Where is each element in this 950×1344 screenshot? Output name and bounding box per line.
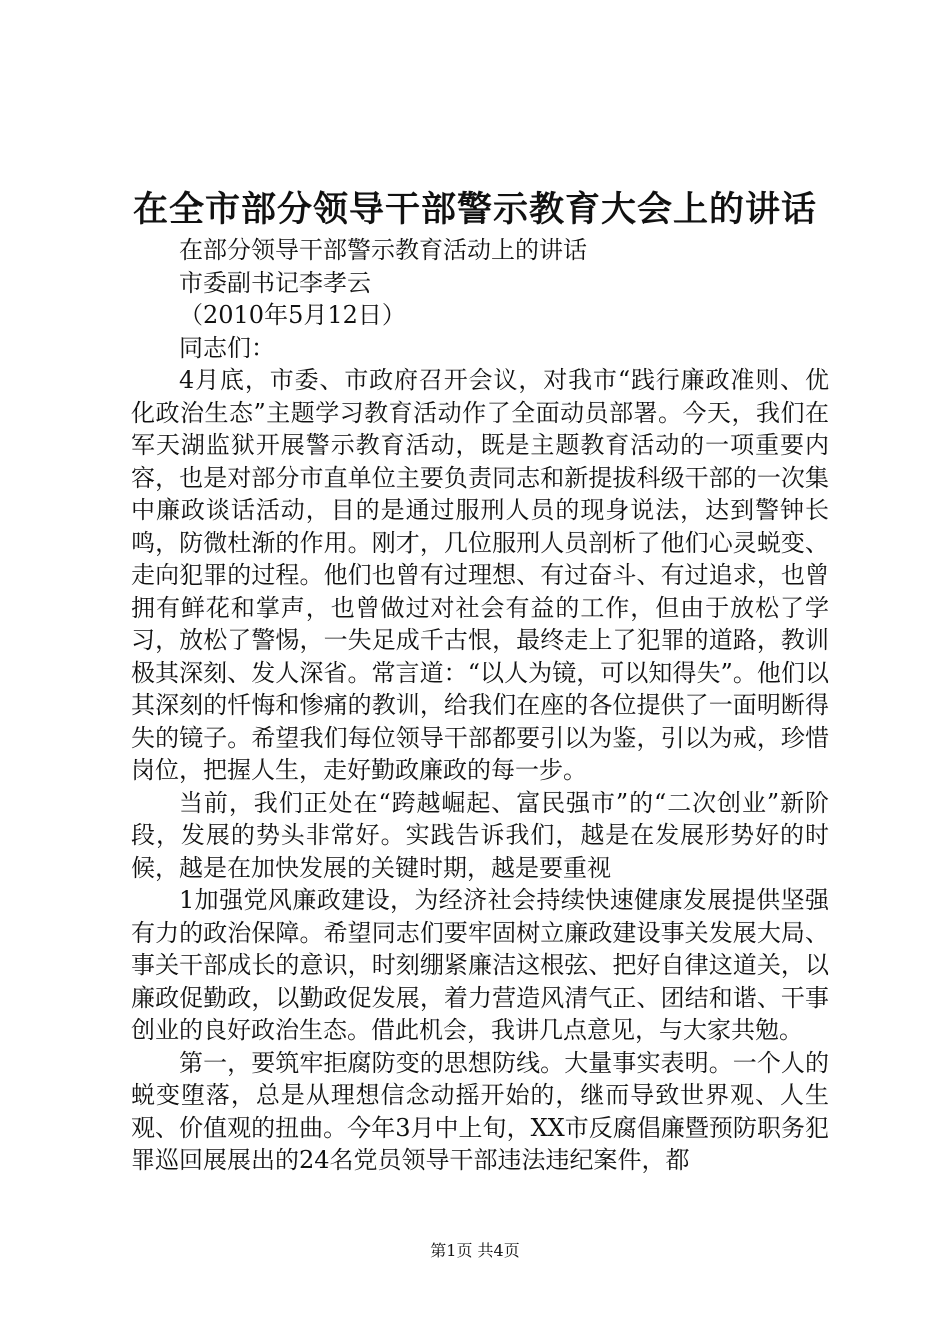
- paragraph: 第一，要筑牢拒腐防变的思想防线。大量事实表明。一个人的蜕变堕落，总是从理想信念动摇开始的，继而导致世界观、人生观、价值观的扭曲。今年3月中上旬，XX市反腐倡廉暨预防职务犯罪巡回展展出的24名党员领导干部违法违纪案件，都: [131, 1048, 829, 1174]
- paragraph: 4月底，市委、市政府召开会议，对我市“践行廉政准则、优化政治生态”主题学习教育活动作了全面动员部署。今天，我们在军天湖监狱开展警示教育活动，既是主题教育活动的一项重要内容，也是对部分市直单位主要负责同志和新提拔科级干部的一次集中廉政谈话活动，目的是通过服刑人员的现身说法，达到警钟长鸣，防微杜渐的作用。刚才，几位服刑人员剖析了他们心灵蜕变、走向犯罪的过程。他们也曾有过理想、有过奋斗、有过追求，也曾拥有鲜花和掌声，也曾做过对社会有益的工作，但由于放松了学习，放松了警惕，一失足成千古恨，最终走上了犯罪的道路，教训极其深刻、发人深省。常言道：“以人为镜，可以知得失”。他们以其深刻的忏悔和惨痛的教训，给我们在座的各位提供了一面明断得失的镜子。希望我们每位领导干部都要引以为鉴，引以为戒，珍惜岗位，把握人生，走好勤政廉政的每一步。: [131, 366, 829, 784]
- subtitle-line: 在部分领导干部警示教育活动上的讲话: [179, 236, 587, 264]
- document-body: [131, 234, 829, 1177]
- date-line: （2010年5月12日）: [179, 301, 406, 329]
- document-title: 在全市部分领导干部警示教育大会上的讲话: [132, 189, 817, 230]
- speaker-line: 市委副书记李孝云: [179, 268, 371, 297]
- paragraph: 1加强党风廉政建设，为经济社会持续快速健康发展提供坚强有力的政治保障。希望同志们要牢固树立廉政建设事关发展大局、事关干部成长的意识，时刻绷紧廉洁这根弦、把好自律这道关，以廉政促勤政，以勤政促发展，着力营造风清气正、团结和谐、干事创业的良好政治生态。借此机会，我讲几点意见，与大家共勉。: [131, 886, 829, 1044]
- salutation-line: 同志们：: [179, 333, 275, 362]
- page-footer: 第1页 共4页: [430, 1241, 520, 1260]
- paragraph: 当前，我们正处在“跨越崛起、富民强市”的“二次创业”新阶段，发展的势头非常好。实践告诉我们，越是在发展形势好的时候，越是在加快发展的关键时期，越是要重视: [131, 788, 829, 882]
